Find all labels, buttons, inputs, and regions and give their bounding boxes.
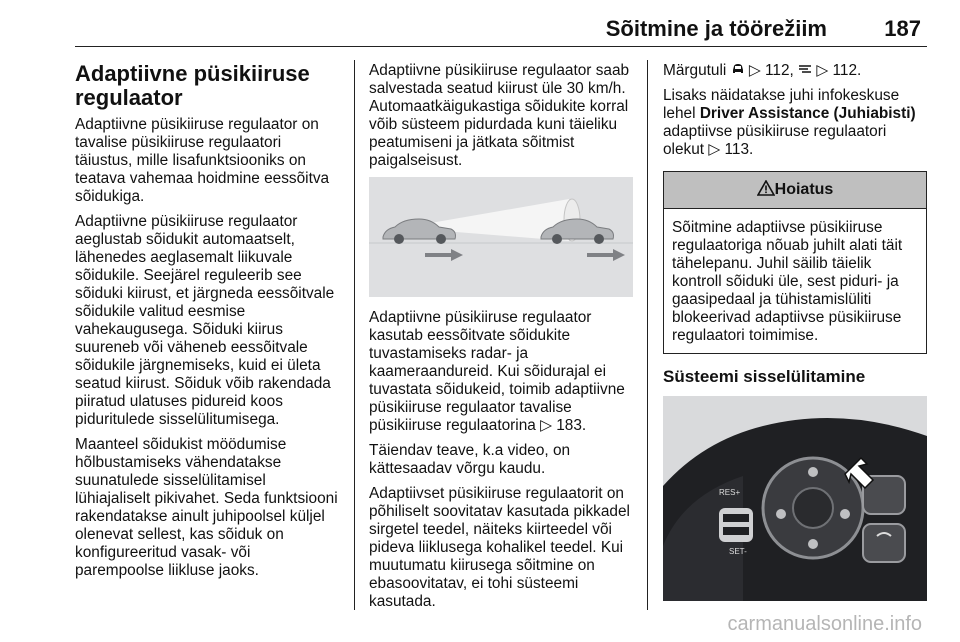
warning-body: Sõitmine adaptiivse püsikiiruse regulaatoriga nõuab juhilt alati täit tähelepanu. Juhil säilib täielik kontroll sõiduki üle, sest piduri- ja gaasipedaal ja tühistamislüliti blokeerivad adaptiivse püsikiiruse regulaatori toimimise. [672,219,903,344]
column-3 [663,62,927,601]
res-label: RES+ [719,488,741,497]
menu-name: Driver Assistance (Juhiabisti) [699,105,916,122]
acc-diagram-figure [369,177,633,297]
paragraph: Adaptiivne püsikiiruse regulaator saab salvestada seatud kiirust üle 30 km/h. Automaatkäigukastiga sõidukite korral võib süsteem pidurdada kuni täieliku peatumiseni ja jätkata sõitmist paigalseisust. [369,62,630,169]
warning-title: Hoiatus [774,181,834,198]
res-set-rocker [719,508,753,542]
paragraph: Täiendav teave, k.a video, on kättesaadav võrgu kaudu. [369,442,571,477]
page-reference-icon: ▷ [540,417,552,434]
column-divider [647,60,648,610]
column-divider [354,60,355,610]
warning-triangle-icon [757,180,775,201]
column-1 [75,62,341,587]
warning-header [664,172,926,209]
watermark: carmanualsonline.info [727,613,922,635]
paragraph: Adaptiivne püsikiiruse regulaator aeglustab sõidukit automaatselt, lähenedes aeglasemalt liikuvale sõidukile. Seejärel reguleerib see sõiduki kiirust, et järgneda eessõitvale sõidukile valitud eesmise vahekaugusega. Sõiduki kiirus suureneb või väheneb eessõitvale sõidukile järgnemiseks, kuid ei ületa seatud kiirust. Sõiduk võib rakendada piiratud ulatuses pidureid koos piduritulede sisselülitumisega. [75,213,335,428]
page-header [75,12,927,47]
page-reference-icon: ▷ [748,62,761,79]
paragraph: Adaptiivne püsikiiruse regulaator on tavalise püsikiiruse regulaatori täiustus, mille lisafunktsiooniks on teatava vahemaa hoidmine eessõitva sõidukiga. [75,116,330,205]
cancel-button [863,524,905,562]
acc-car-indicator-icon [731,62,745,80]
steering-wheel-controls-figure [663,396,927,601]
set-label: SET- [729,547,747,556]
section-heading: Adaptiivne püsikiiruse regulaator [75,61,310,110]
indicator-line: Märgutuli ▷ 112, ▷ 112. [663,62,862,79]
page-reference-icon: ▷ [816,62,829,79]
subheading: Süsteemi sisselülitamine [663,367,866,386]
paragraph: Maanteel sõidukist möödumise hõlbustamiseks vähendatakse suunatulede sisselülitamisel lühiajaliselt pikivahet. Seda funktsiooni rakendatakse ainult juhipoolsel küljel olenevat sellest, kas sõiduk on konfigureeritud vasak- või parempoolse liikluse jaoks. [75,436,338,579]
column-2 [369,62,633,618]
warning-box [663,171,927,354]
paragraph: Adaptiivne püsikiiruse regulaator kasutab eessõitvate sõidukite tuvastamiseks radar- ja kaameraandureid. Kui sõidurajal ei tuvastata sõidukeid, toimib adaptiivne püsikiiruse regulaator tavalise püsikiiruse regulaatorina ▷ 183. [369,309,625,434]
chapter-title: Sõitmine ja töörežiim [605,16,827,41]
page-reference-icon: ▷ [708,141,721,158]
page-number: 187 [884,16,921,41]
speed-limiter-indicator-icon [798,62,812,80]
steering-wheel-controls [663,396,927,601]
acc-diagram [369,177,633,297]
paragraph: Adaptiivset püsikiiruse regulaatorit on põhiliselt soovitatav kasutada pikkadel sirgetel teedel, näiteks kiirteedel või pideva liiklusega kohalikel teedel. Kui muutumatu kiirusega sõitmine on ebasoovitatav, ei tohi süsteemi kasutada. [369,485,630,610]
paragraph: Lisaks näidatakse juhi infokeskuse lehel Driver Assistance (Juhiabisti) adaptiivse püsikiiruse regulaatori olekut ▷ 113. [663,87,916,158]
